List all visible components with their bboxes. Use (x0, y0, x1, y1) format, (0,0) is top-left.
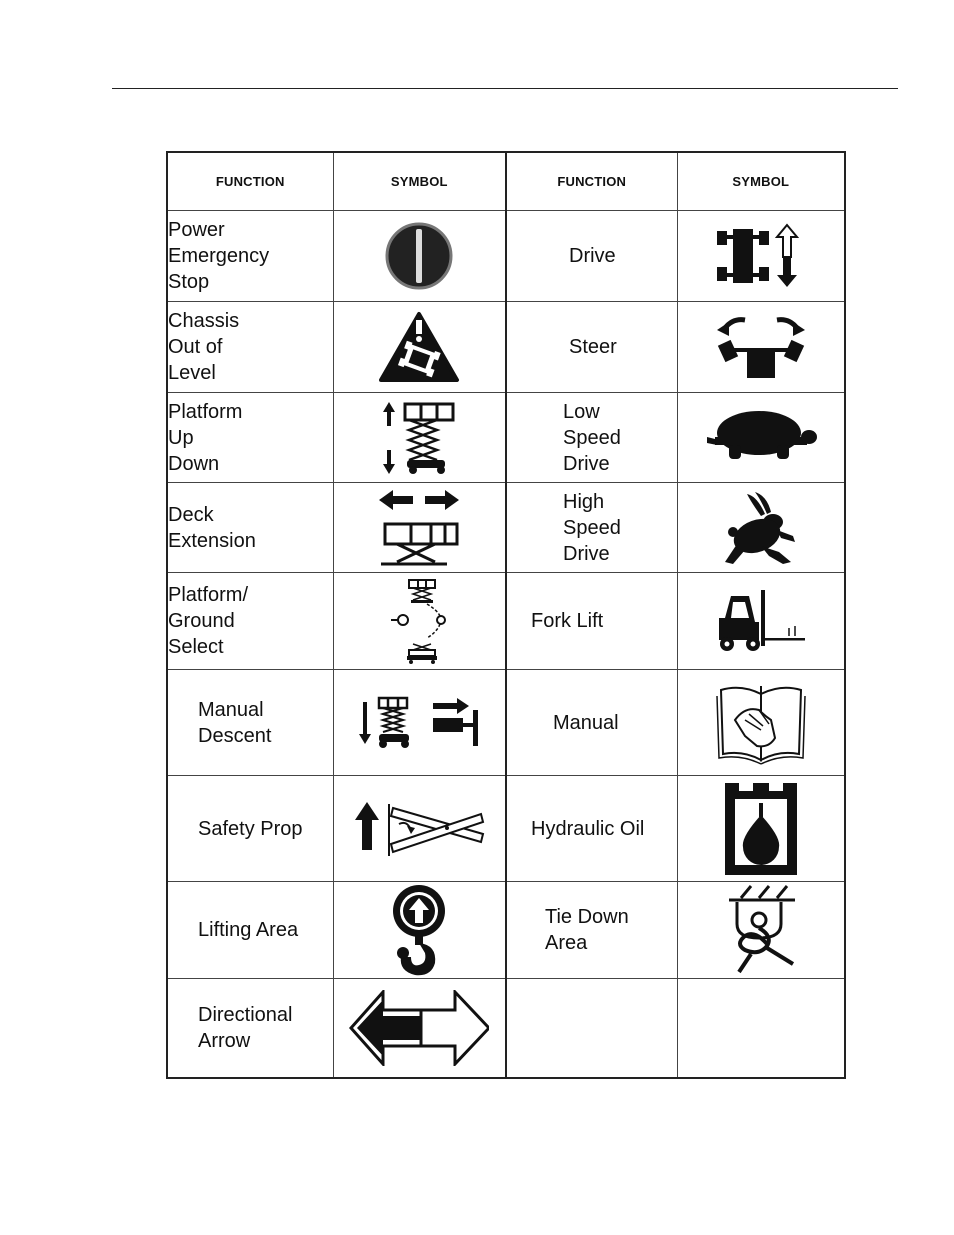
hydraulic-oil-icon (723, 781, 799, 877)
platform-up-down-icon (379, 400, 459, 476)
chassis-out-of-level-icon (377, 310, 461, 384)
function-label: Tie Down Area (506, 882, 677, 979)
function-label: Manual Descent (167, 670, 333, 776)
function-label: Drive (506, 211, 677, 302)
function-label: Deck Extension (167, 483, 333, 573)
rabbit-icon (721, 490, 801, 566)
power-emergency-stop-icon (384, 221, 454, 291)
table-row (167, 882, 845, 979)
function-label: Low Speed Drive (506, 393, 677, 483)
symbol-table (166, 151, 846, 1079)
table-header-row (167, 152, 845, 211)
steer-icon (715, 314, 807, 380)
drive-icon (715, 223, 807, 289)
platform-ground-select-icon (389, 578, 449, 664)
directional-arrow-icon (349, 990, 489, 1066)
function-label: Steer (506, 302, 677, 393)
function-label: Directional Arrow (167, 979, 333, 1078)
tie-down-icon (723, 884, 799, 976)
table-row (167, 211, 845, 302)
table-row (167, 776, 845, 882)
lifting-hook-icon (389, 883, 449, 977)
header-rule (112, 88, 898, 89)
safety-prop-icon (349, 800, 489, 858)
function-label: Manual (506, 670, 677, 776)
manual-descent-icon (357, 696, 481, 750)
table-row (167, 393, 845, 483)
function-label: High Speed Drive (506, 483, 677, 573)
table-row (167, 979, 845, 1078)
function-label: Hydraulic Oil (506, 776, 677, 882)
empty-cell (677, 979, 845, 1078)
function-label: Platform Up Down (167, 393, 333, 483)
header-function-left: FUNCTION (167, 152, 333, 211)
table-row (167, 302, 845, 393)
table-row (167, 573, 845, 670)
manual-book-icon (715, 680, 807, 766)
function-label: Chassis Out of Level (167, 302, 333, 393)
fork-lift-icon (715, 588, 807, 654)
empty-cell (506, 979, 677, 1078)
function-label: Platform/ Ground Select (167, 573, 333, 670)
function-label: Lifting Area (167, 882, 333, 979)
function-label: Power Emergency Stop (167, 211, 333, 302)
function-label: Safety Prop (167, 776, 333, 882)
turtle-icon (705, 407, 817, 469)
header-symbol-left: SYMBOL (333, 152, 506, 211)
table-row (167, 483, 845, 573)
function-label: Fork Lift (506, 573, 677, 670)
deck-extension-icon (377, 488, 461, 568)
table-row (167, 670, 845, 776)
header-function-right: FUNCTION (506, 152, 677, 211)
header-symbol-right: SYMBOL (677, 152, 845, 211)
